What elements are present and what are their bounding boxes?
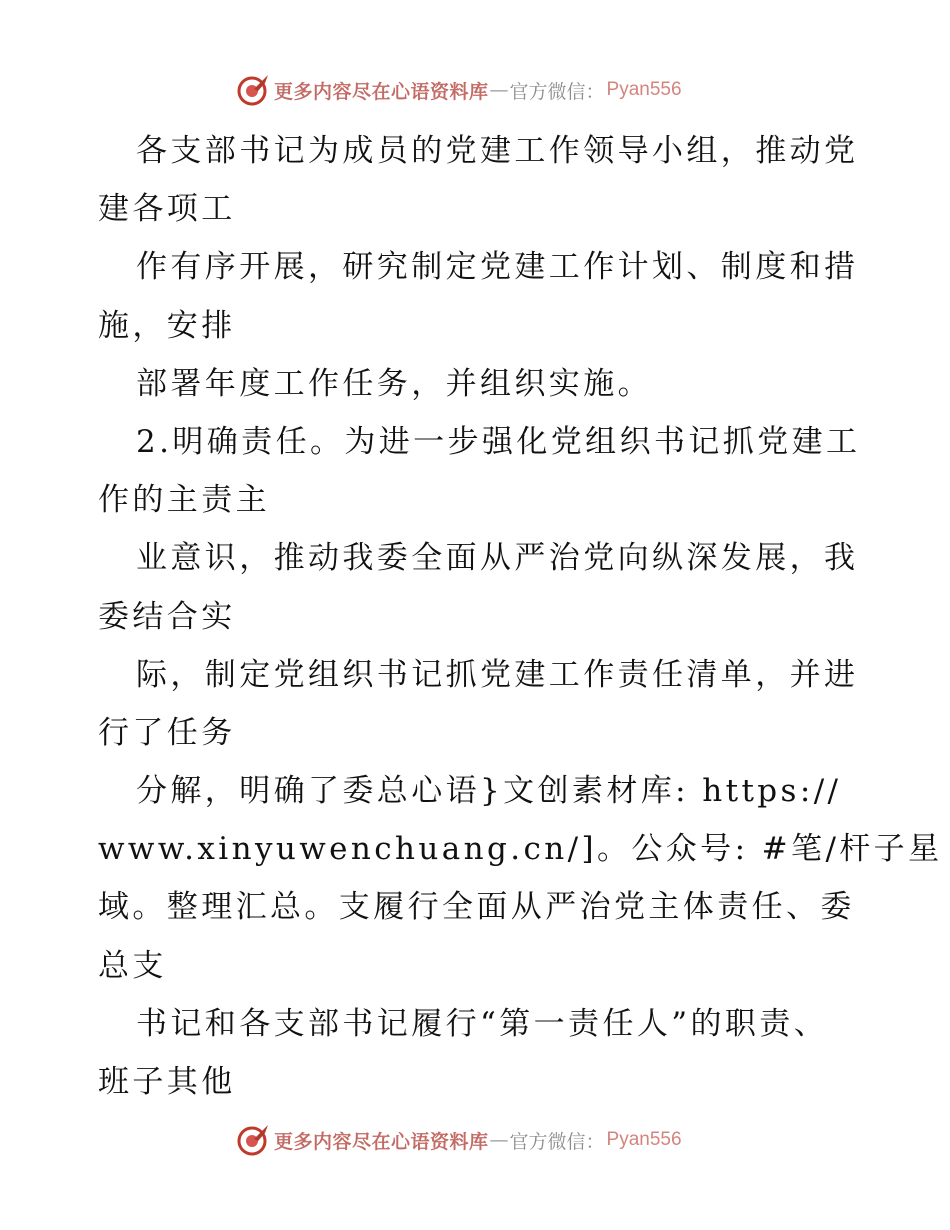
text-line: 总支 — [98, 947, 167, 984]
text-line: 行了任务 — [98, 714, 236, 751]
text-line: 建各项工 — [98, 191, 236, 228]
banner-separator: — — [489, 1129, 509, 1151]
text-line: 班子其他 — [98, 1064, 236, 1100]
quill-logo-icon — [236, 1123, 270, 1157]
text-line: 域。整理汇总。支履行全面从严治党主体责任、委 — [98, 889, 855, 926]
text-line: www.xinyuwenchuang.cn/]。公众号: #笔/杆子星 — [98, 831, 943, 868]
text-line: 作有序开展，研究制定党建工作计划、制度和措 — [136, 249, 859, 286]
quill-logo-icon — [236, 73, 270, 107]
banner-wechat-label: 官方微信： — [509, 1130, 605, 1153]
text-line: 际，制定党组织书记抓党建工作责任清单，并进 — [136, 656, 859, 693]
text-line: 施，安排 — [98, 307, 236, 344]
banner-wechat-id: Pyan556 — [606, 1129, 682, 1150]
banner-separator: — — [489, 79, 509, 101]
header-watermark-banner — [236, 72, 716, 108]
banner-wechat-id: Pyan556 — [606, 79, 682, 100]
banner-text: 更多内容尽在心语资料库 — [274, 80, 489, 103]
text-line: 部署年度工作任务，并组织实施。 — [136, 365, 652, 402]
banner-wechat-label: 官方微信： — [509, 80, 605, 103]
text-line: 作的主责主 — [98, 482, 270, 519]
footer-watermark-banner — [236, 1122, 716, 1158]
text-line: 业意识，推动我委全面从严治党向纵深发展，我 — [136, 540, 859, 577]
body-text — [98, 122, 943, 1111]
text-line: 各支部书记为成员的党建工作领导小组，推动党 — [136, 133, 859, 169]
banner-text: 更多内容尽在心语资料库 — [274, 1130, 489, 1153]
text-line: 分解，明确了委总心语}文创素材库: https:// — [136, 773, 842, 810]
text-line: 书记和各支部书记履行“第一责任人”的职责、 — [136, 1005, 829, 1042]
text-line: 委结合实 — [98, 598, 236, 635]
text-line: 2.明确责任。为进一步强化党组织书记抓党建工 — [136, 423, 861, 460]
